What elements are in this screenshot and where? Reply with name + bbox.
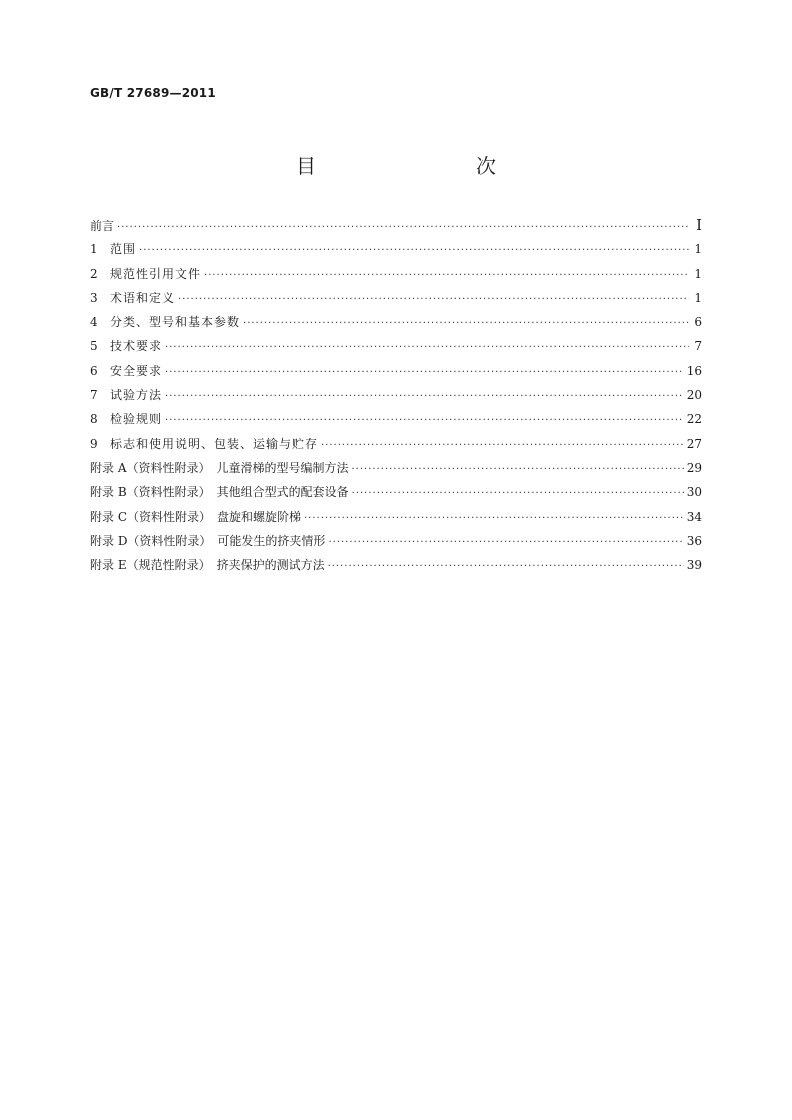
dot-leader (165, 409, 684, 433)
dot-leader (304, 507, 684, 531)
toc-entry-label: 附录 D（资料性附录） 可能发生的挤夹情形 (90, 533, 326, 548)
toc-title: 目 次 (296, 154, 536, 178)
toc-entry-page: 30 (686, 485, 702, 500)
toc-entry-page: 1 (694, 242, 702, 257)
toc-entry-label: 规范性引用文件 (110, 266, 202, 281)
toc-entry-page: Ⅰ (696, 216, 702, 234)
toc-entry-page: 29 (686, 460, 702, 475)
toc-entry[interactable] (90, 383, 702, 407)
toc-entry-number: 3 (90, 290, 98, 305)
toc-entry[interactable] (90, 213, 702, 237)
dot-leader (139, 239, 689, 263)
toc-entry-label: 附录 B（资料性附录） 其他组合型式的配套设备 (90, 485, 349, 500)
toc-entry-label: 试验方法 (110, 388, 163, 403)
toc-entry-page: 39 (686, 558, 702, 573)
toc-entry[interactable] (90, 529, 702, 553)
toc-entry-number: 7 (90, 388, 98, 403)
standard-code: GB/T 27689—2011 (90, 86, 216, 100)
toc-entry[interactable] (90, 310, 702, 334)
dot-leader (351, 458, 683, 482)
toc-entry[interactable] (90, 432, 702, 456)
toc-entry-page: 22 (686, 412, 702, 427)
toc-entry-label: 附录 A（资料性附录） 儿童滑梯的型号编制方法 (90, 460, 349, 475)
toc-entry[interactable] (90, 359, 702, 383)
toc-entry[interactable] (90, 407, 702, 431)
table-of-contents (90, 213, 702, 577)
dot-leader (117, 216, 689, 240)
dot-leader (165, 385, 684, 409)
dot-leader (328, 555, 684, 579)
toc-entry-label: 标志和使用说明、包装、运输与贮存 (110, 436, 319, 451)
dot-leader (165, 361, 684, 385)
dot-leader (321, 434, 684, 458)
toc-entry-label: 分类、型号和基本参数 (110, 315, 241, 330)
dot-leader (352, 482, 684, 506)
dot-leader (165, 336, 689, 360)
toc-entry[interactable] (90, 286, 702, 310)
toc-entry-label: 术语和定义 (110, 290, 176, 305)
toc-entry-label: 附录 C（资料性附录） 盘旋和螺旋阶梯 (90, 509, 301, 524)
toc-entry-label: 检验规则 (110, 412, 163, 427)
toc-entry[interactable] (90, 505, 702, 529)
toc-entry-page: 34 (686, 509, 702, 524)
toc-entry[interactable] (90, 334, 702, 358)
toc-entry-page: 1 (694, 266, 702, 281)
toc-entry[interactable] (90, 237, 702, 261)
toc-entry-page: 27 (686, 436, 702, 451)
toc-entry[interactable] (90, 456, 702, 480)
toc-entry-label: 附录 E（规范性附录） 挤夹保护的测试方法 (90, 558, 325, 573)
toc-entry-page: 16 (686, 363, 702, 378)
toc-entry-number: 6 (90, 363, 98, 378)
toc-entry[interactable] (90, 480, 702, 504)
toc-entry[interactable] (90, 262, 702, 286)
toc-entry-number: 2 (90, 266, 98, 281)
toc-entry-label: 安全要求 (110, 363, 163, 378)
toc-entry-label: 范围 (110, 242, 137, 257)
dot-leader (178, 288, 689, 312)
toc-entry-number: 1 (90, 242, 98, 257)
toc-entry-page: 36 (686, 533, 702, 548)
toc-entry-label: 前言 (90, 219, 115, 233)
toc-entry-number: 8 (90, 412, 98, 427)
toc-entry-label: 技术要求 (110, 339, 163, 354)
toc-entry-page: 20 (686, 388, 702, 403)
toc-entry-number: 4 (90, 315, 98, 330)
dot-leader (243, 312, 689, 336)
toc-entry-page: 1 (694, 290, 702, 305)
toc-entry-page: 7 (694, 339, 702, 354)
dot-leader (204, 264, 689, 288)
toc-entry-number: 9 (90, 436, 98, 451)
toc-entry-number: 5 (90, 339, 98, 354)
toc-entry[interactable] (90, 553, 702, 577)
toc-entry-page: 6 (694, 315, 702, 330)
dot-leader (328, 531, 683, 555)
